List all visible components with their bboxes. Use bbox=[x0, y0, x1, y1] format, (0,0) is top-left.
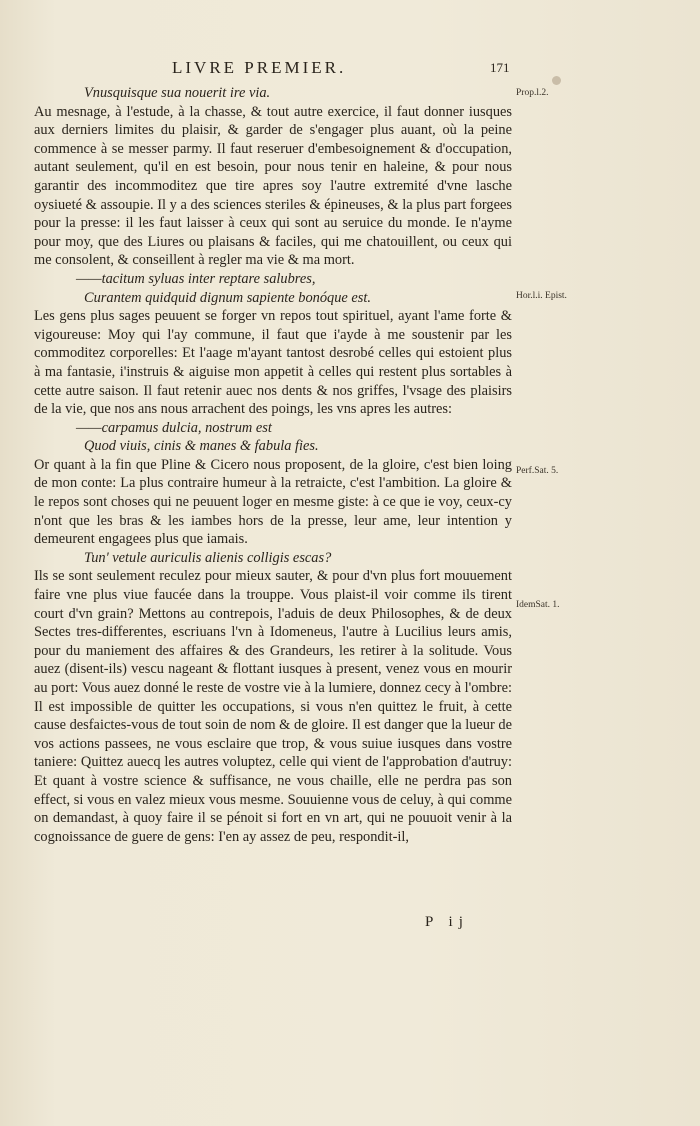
margin-note: Perf.Sat. 5. bbox=[516, 466, 559, 476]
margin-note: Prop.l.2. bbox=[516, 88, 549, 98]
latin-quote: Tun' vetule auriculis alienis colligis escas? bbox=[84, 549, 332, 566]
main-text bbox=[34, 84, 512, 846]
paragraph: Ils se sont seulement reculez pour mieux sauter, & pour d'vn plus fort mouuement faire vne plus viue faucée dans la trouppe. Vous plaist-il voir comme ils tirent court d'vn grain? Mettons au contrepois, l'aduis de deux Philosophes, & de deux Sectes tres-differentes, escriuans l'vn à Idomeneus, l'autre à Lucilius leurs amis, pour du maniement des affaires & des Grandeurs, les retirer à la solitude. Vous auez (disent-ils) vescu nageant & flottant iusques à present, venez vous en mourir au port: Vous auez donné le reste de vostre vie à la lumiere, donnez cecy à l'ombre: Il est impossible de quitter les occupations, si vous n'en quittez le fruit, à cette cause desfaictes-vous de tout soin de nom & de gloire. Il est danger que la lueur de vos actions passees, ne vous esclaire que trop, & vous suiue iusques dans vostre taniere: Quittez auecq les autres voluptez, celle qui vient de l'approbation d'autruy: Et quant à vostre science & suffisance, ne vous chaille, elle ne perdra pas son effect, si vous en valez mieux vous mesme. Souuienne vous de celuy, à qui comme on demandast, à quoy faire il se pénoit si fort en vn art, qui ne pouuoit venir à la cognoissance de guere de gens: I'en ay assez de peu, respondit-il, bbox=[34, 568, 512, 845]
running-head: LIVRE PREMIER. bbox=[172, 58, 347, 77]
latin-quote: Vnusquisque sua nouerit ire via. bbox=[84, 85, 271, 101]
latin-quote: Quod viuis, cinis & manes & fabula fies. bbox=[84, 438, 319, 455]
margin-note: Hor.l.i. Epist. bbox=[516, 291, 567, 301]
paragraph: Au mesnage, à l'estude, à la chasse, & tout autre exercice, il faut donner iusques aux derniers limites du plaisir, & garder de s'engager plus auant, où la peine commence à se messer parmy. Il faut reseruer d'embesoignement & d'occupation, autant seulement, qu'il en est besoin, pour nous tenir en haleine, & pour nous garantir des incommoditez que tire apres soy l'autre extremité d'vne lasche oysiueté & assoupie. Il y a des sciences steriles & épineuses, & la plus part forgees pour la presse: il les faut laisser à ceux qui sont au seruice du monde. Ie n'ayme pour moy, que des Liures ou plaisans & faciles, qui me chatouillent, ou ceux qui me consolent, & conseillent à regler ma vie & ma mort. bbox=[34, 103, 512, 269]
signature-mark: P ij bbox=[425, 914, 469, 930]
paragraph: Les gens plus sages peuuent se forger vn repos tout spirituel, ayant l'ame forte & vigoureuse: Moy qui l'ay commune, il faut que i'ayde à me soustenir par les commoditez corporelles: Et l'aage m'ayant tantost desrobé celles qui estoient plus à ma fantasie, i'instruis & aiguise mon appetit à celles qui restent plus sortables à cette autre saison. Il faut retenir auec nos dents & nos griffes, l'vsage des plaisirs de la vie, que nos ans nous arrachent des poings, les vns apres les autres: bbox=[34, 308, 512, 418]
margin-note: IdemSat. 1. bbox=[516, 600, 560, 610]
paragraph: Or quant à la fin que Pline & Cicero nous proposent, de la gloire, c'est bien loing de mon conte: La plus contraire humeur à la retraicte, c'est l'ambition. La gloire & le repos sont choses qui ne peuuent loger en mesme giste: à ce que ie voy, ceux-cy n'ont que les bras & les iambes hors de la presse, leur ame, leur intention y demeurent engagees plus que iamais. bbox=[34, 456, 512, 548]
latin-quote: ——carpamus dulcia, nostrum est bbox=[76, 419, 272, 436]
page-header bbox=[0, 58, 700, 82]
page-number: 171 bbox=[490, 60, 510, 75]
latin-quote: Curantem quidquid dignum sapiente bonóque est. bbox=[84, 289, 371, 306]
latin-quote: ——tacitum syluas inter reptare salubres, bbox=[76, 270, 316, 287]
